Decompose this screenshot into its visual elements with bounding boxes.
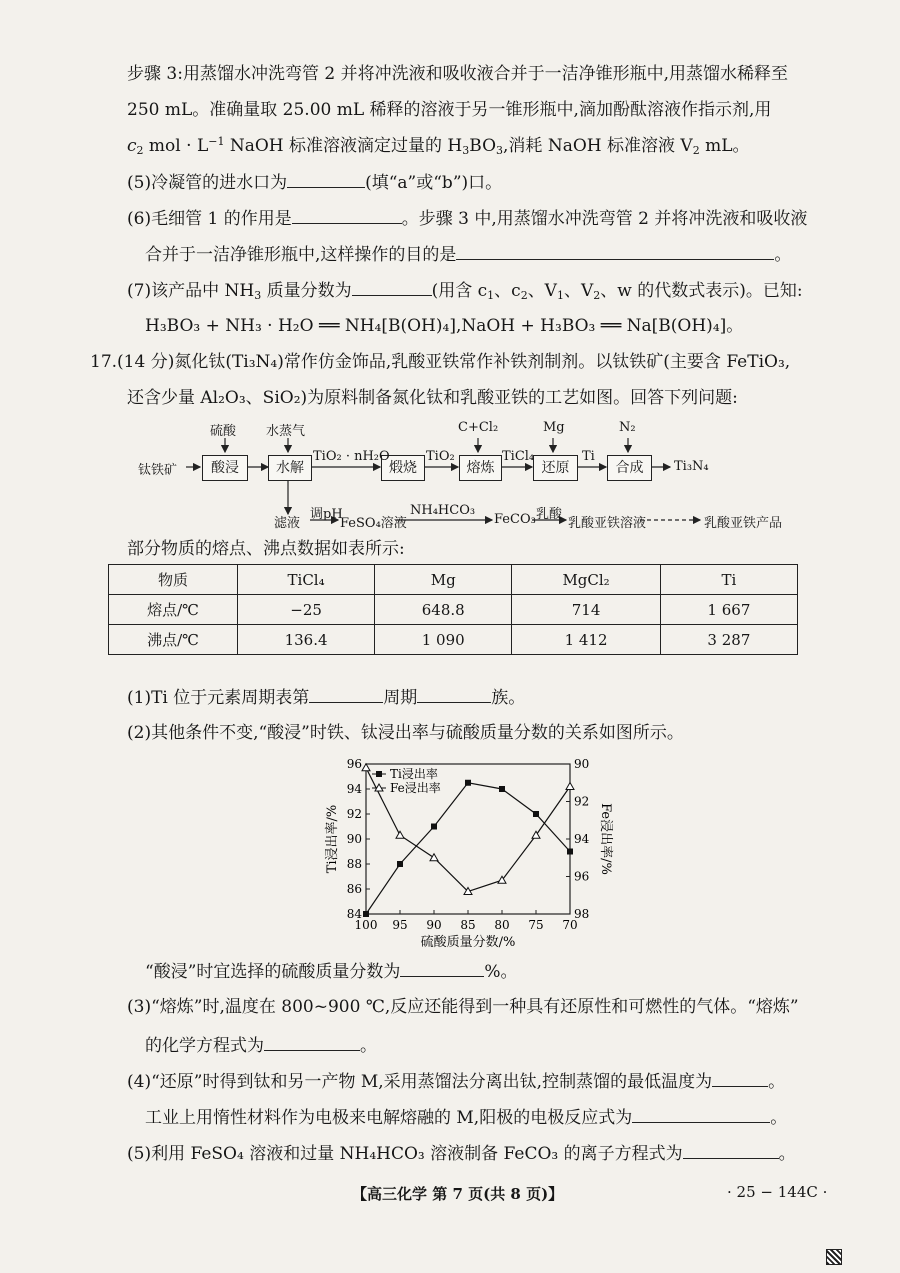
table-cell: 1 412: [512, 625, 661, 655]
q1-text: 族。: [491, 688, 526, 708]
x-tick-label: 90: [426, 918, 442, 932]
y-left-tick-label: 88: [346, 857, 362, 871]
q7-text: 、w 的代数式表示)。已知:: [600, 281, 803, 301]
answer-blank[interactable]: [683, 1142, 779, 1159]
question-3-line2: [145, 1034, 377, 1057]
question-17-line2: 还含少量 Al₂O₃、SiO₂)为原料制备氮化钛和乳酸亚铁的工艺如图。回答下列问题:: [127, 388, 738, 408]
intermediate-ticl4: TiCl₄: [502, 449, 535, 464]
fe-data-point: [532, 831, 540, 838]
subscript: 3: [496, 144, 504, 157]
y-right-tick-label: 94: [574, 832, 590, 846]
q2-text: %。: [484, 962, 518, 982]
subscript: 3: [462, 144, 470, 157]
question-2: (2)其他条件不变,“酸浸”时铁、钛浸出率与硫酸质量分数的关系如图所示。: [127, 723, 684, 743]
ti-data-point: [567, 849, 573, 855]
intermediate-ti: Ti: [582, 449, 595, 464]
table-row: [109, 625, 798, 655]
question-7-equation: H₃BO₃ + NH₃ · H₂O ══ NH₄[B(OH)₄],NaOH + H₃BO₃ ══ Na[B(OH)₄]。: [145, 316, 744, 336]
q5-text: (填“a”或“b”)口。: [365, 173, 503, 193]
question-5b: [127, 1142, 796, 1165]
table-cell: 714: [512, 595, 661, 625]
y-right-tick-label: 90: [574, 757, 590, 771]
table-cell: 1 667: [660, 595, 797, 625]
q3-text: 。: [360, 1036, 377, 1056]
flow-start: 钛铁矿: [138, 463, 178, 478]
q1-text: (1)Ti 位于元素周期表第: [127, 688, 310, 708]
flow-feco3: FeCO₃: [494, 512, 536, 527]
y-left-tick-label: 86: [346, 882, 362, 896]
x-tick-label: 85: [460, 918, 476, 932]
x-tick-label: 80: [494, 918, 510, 932]
y-left-tick-label: 84: [346, 907, 362, 921]
flow-lactate-product: 乳酸亚铁产品: [704, 516, 783, 531]
reagent-n2: N₂: [619, 420, 636, 435]
flow-box-synthesis: 合成: [607, 455, 652, 481]
q7-text: 、V: [563, 281, 594, 301]
fe-data-point: [396, 831, 404, 838]
q4-text: 工业上用惰性材料作为电极来电解熔融的 M,阳极的电极反应式为: [145, 1108, 633, 1128]
q7-text: 、V: [527, 281, 557, 301]
answer-blank[interactable]: [309, 686, 383, 703]
subscript: 1: [487, 289, 495, 302]
q6-text: 。步骤 3 中,用蒸馏水冲洗弯管 2 并将冲洗液和吸收液: [401, 209, 808, 229]
qr-code-icon: [826, 1249, 842, 1265]
intermediate-tio2-hydrate: TiO₂ · nH₂O: [313, 449, 390, 464]
y-left-tick-label: 96: [346, 757, 362, 771]
q4-text: 。: [768, 1072, 786, 1092]
intermediate-tio2: TiO₂: [426, 449, 455, 464]
text: ,消耗 NaOH 标准溶液 V: [503, 136, 693, 156]
table-header-cell: MgCl₂: [512, 565, 661, 595]
question-1: [127, 686, 525, 709]
table-header-cell: TiCl₄: [238, 565, 375, 595]
flow-box-reduce: 还原: [533, 455, 578, 481]
x-tick-label: 95: [392, 918, 408, 932]
page-footer: 【高三化学 第 7 页(共 8 页)】: [352, 1185, 564, 1203]
y-left-tick-label: 92: [346, 807, 362, 821]
table-row: [109, 595, 798, 625]
table-header-row: [109, 565, 798, 595]
ti-data-point: [533, 811, 539, 817]
reagent-steam: 水蒸气: [266, 424, 306, 439]
q6-text: (6)毛细管 1 的作用是: [127, 209, 292, 229]
table-header-cell: 物质: [109, 565, 238, 595]
q7-text: (7)该产品中 NH: [127, 281, 255, 301]
ti-data-point: [431, 824, 437, 830]
fe-data-point: [566, 783, 574, 790]
y-left-tick-label: 90: [346, 832, 362, 846]
fe-data-point: [362, 764, 370, 771]
q7-text: 、c: [494, 281, 521, 301]
step3-line2: 250 mL。准确量取 25.00 mL 稀释的溶液于另一锥形瓶中,滴加酚酞溶液作指示剂,用: [127, 100, 772, 120]
flow-adjust-ph: 调pH: [310, 507, 343, 522]
reagent-c-cl2: C+Cl₂: [458, 420, 499, 435]
q6-text: 。: [774, 245, 792, 265]
legend-marker: [376, 771, 382, 777]
flow-nh4hco3: NH₄HCO₃: [410, 503, 476, 518]
q1-text: 周期: [383, 688, 418, 708]
flowchart-arrows: [0, 0, 900, 560]
legend-label: Fe浸出率: [390, 781, 441, 795]
flow-filtrate: 滤液: [274, 516, 301, 531]
subscript: 2: [593, 289, 601, 302]
y-axis-right-label: Fe浸出率/%: [598, 803, 613, 875]
question-17-line1: 17.(14 分)氮化钛(Ti₃N₄)常作仿金饰品,乳酸亚铁常作补铁剂制剂。以钛铁矿(主要含 FeTiO₃,: [90, 352, 791, 372]
x-axis-label: 硫酸质量分数/%: [420, 935, 516, 950]
flow-lactic-acid: 乳酸: [536, 507, 563, 522]
subscript: 2: [520, 289, 528, 302]
flow-lactate-solution: 乳酸亚铁溶液: [568, 516, 647, 531]
subscript: 2: [136, 144, 144, 157]
subscript: 3: [254, 289, 262, 302]
properties-table: [108, 564, 798, 655]
q3-text: 的化学方程式为: [145, 1036, 264, 1056]
flow-box-acid-leach: 酸浸: [202, 455, 248, 481]
reagent-mg: Mg: [543, 420, 565, 435]
ti-data-point: [363, 911, 369, 917]
subscript: 1: [556, 289, 564, 302]
table-header-cell: Ti: [660, 565, 797, 595]
table-header-cell: Mg: [375, 565, 512, 595]
flow-box-hydrolysis: 水解: [268, 455, 312, 481]
table-cell: 136.4: [238, 625, 375, 655]
answer-blank[interactable]: [264, 1034, 360, 1051]
q4-text: (4)“还原”时得到钛和另一产物 M,采用蒸馏法分离出钛,控制蒸馏的最低温度为: [127, 1072, 713, 1092]
table-cell: −25: [238, 595, 375, 625]
y-right-tick-label: 96: [574, 869, 590, 884]
table-cell: 1 090: [375, 625, 512, 655]
text: BO: [469, 136, 497, 156]
y-right-tick-label: 92: [574, 794, 590, 809]
y-left-tick-label: 94: [346, 782, 362, 796]
fe-data-point: [430, 854, 438, 861]
ti-data-point: [499, 786, 505, 792]
text: NaOH 标准溶液滴定过量的 H: [224, 136, 463, 156]
q5b-text: (5)利用 FeSO₄ 溶液和过量 NH₄HCO₃ 溶液制备 FeCO₃ 的离子方程式为: [127, 1144, 683, 1164]
product-ti3n4: Ti₃N₄: [674, 459, 709, 474]
flow-feso4-solution: FeSO₄溶液: [340, 516, 407, 531]
q7-text: (用含 c: [431, 281, 488, 301]
q7-text: 质量分数为: [261, 281, 352, 301]
q5b-text: 。: [778, 1144, 796, 1164]
superscript: −1: [208, 135, 225, 148]
legend-label: Ti浸出率: [390, 767, 438, 781]
y-axis-left-label: Ti浸出率/%: [325, 804, 340, 874]
x-tick-label: 100: [354, 918, 378, 932]
answer-blank[interactable]: [417, 686, 491, 703]
answer-blank[interactable]: [712, 1070, 768, 1087]
ti-data-point: [465, 780, 471, 786]
q2-text: “酸浸”时宜选择的硫酸质量分数为: [145, 962, 401, 982]
flow-box-smelt: 熔炼: [459, 455, 502, 481]
answer-blank[interactable]: [400, 960, 484, 977]
q5-text: (5)冷凝管的进水口为: [127, 173, 288, 193]
table-intro: 部分物质的熔点、沸点数据如表所示:: [127, 539, 405, 559]
page-code: · 25 − 144C ·: [727, 1183, 828, 1201]
question-2-answer: [145, 960, 518, 983]
x-tick-label: 75: [528, 918, 544, 932]
question-4-line2: [145, 1106, 787, 1129]
subscript: 2: [692, 144, 700, 157]
ti-data-point: [397, 861, 403, 867]
answer-blank[interactable]: [632, 1106, 770, 1123]
c2-symbol: c: [127, 136, 137, 156]
text: mL。: [699, 136, 750, 156]
step3-line1: 步骤 3:用蒸馏水冲洗弯管 2 并将冲洗液和吸收液合并于一洁净锥形瓶中,用蒸馏水稀释至: [127, 64, 788, 84]
q6-text: 合并于一洁净锥形瓶中,这样操作的目的是: [145, 245, 457, 265]
table-cell: 648.8: [375, 595, 512, 625]
reagent-sulfuric-acid: 硫酸: [210, 424, 237, 439]
table-cell: 3 287: [660, 625, 797, 655]
x-tick-label: 70: [562, 918, 578, 932]
question-3-line1: (3)“熔炼”时,温度在 800~900 ℃,反应还能得到一种具有还原性和可燃性的气体。“熔炼”: [127, 997, 799, 1017]
q4-text: 。: [770, 1108, 788, 1128]
unit: mol · L: [143, 136, 209, 156]
question-4-line1: [127, 1070, 785, 1093]
flow-box-calcine: 煅烧: [381, 455, 425, 481]
table-cell: 熔点/℃: [109, 595, 238, 625]
y-right-tick-label: 98: [574, 907, 590, 921]
leach-rate-chart: [320, 752, 620, 952]
table-cell: 沸点/℃: [109, 625, 238, 655]
